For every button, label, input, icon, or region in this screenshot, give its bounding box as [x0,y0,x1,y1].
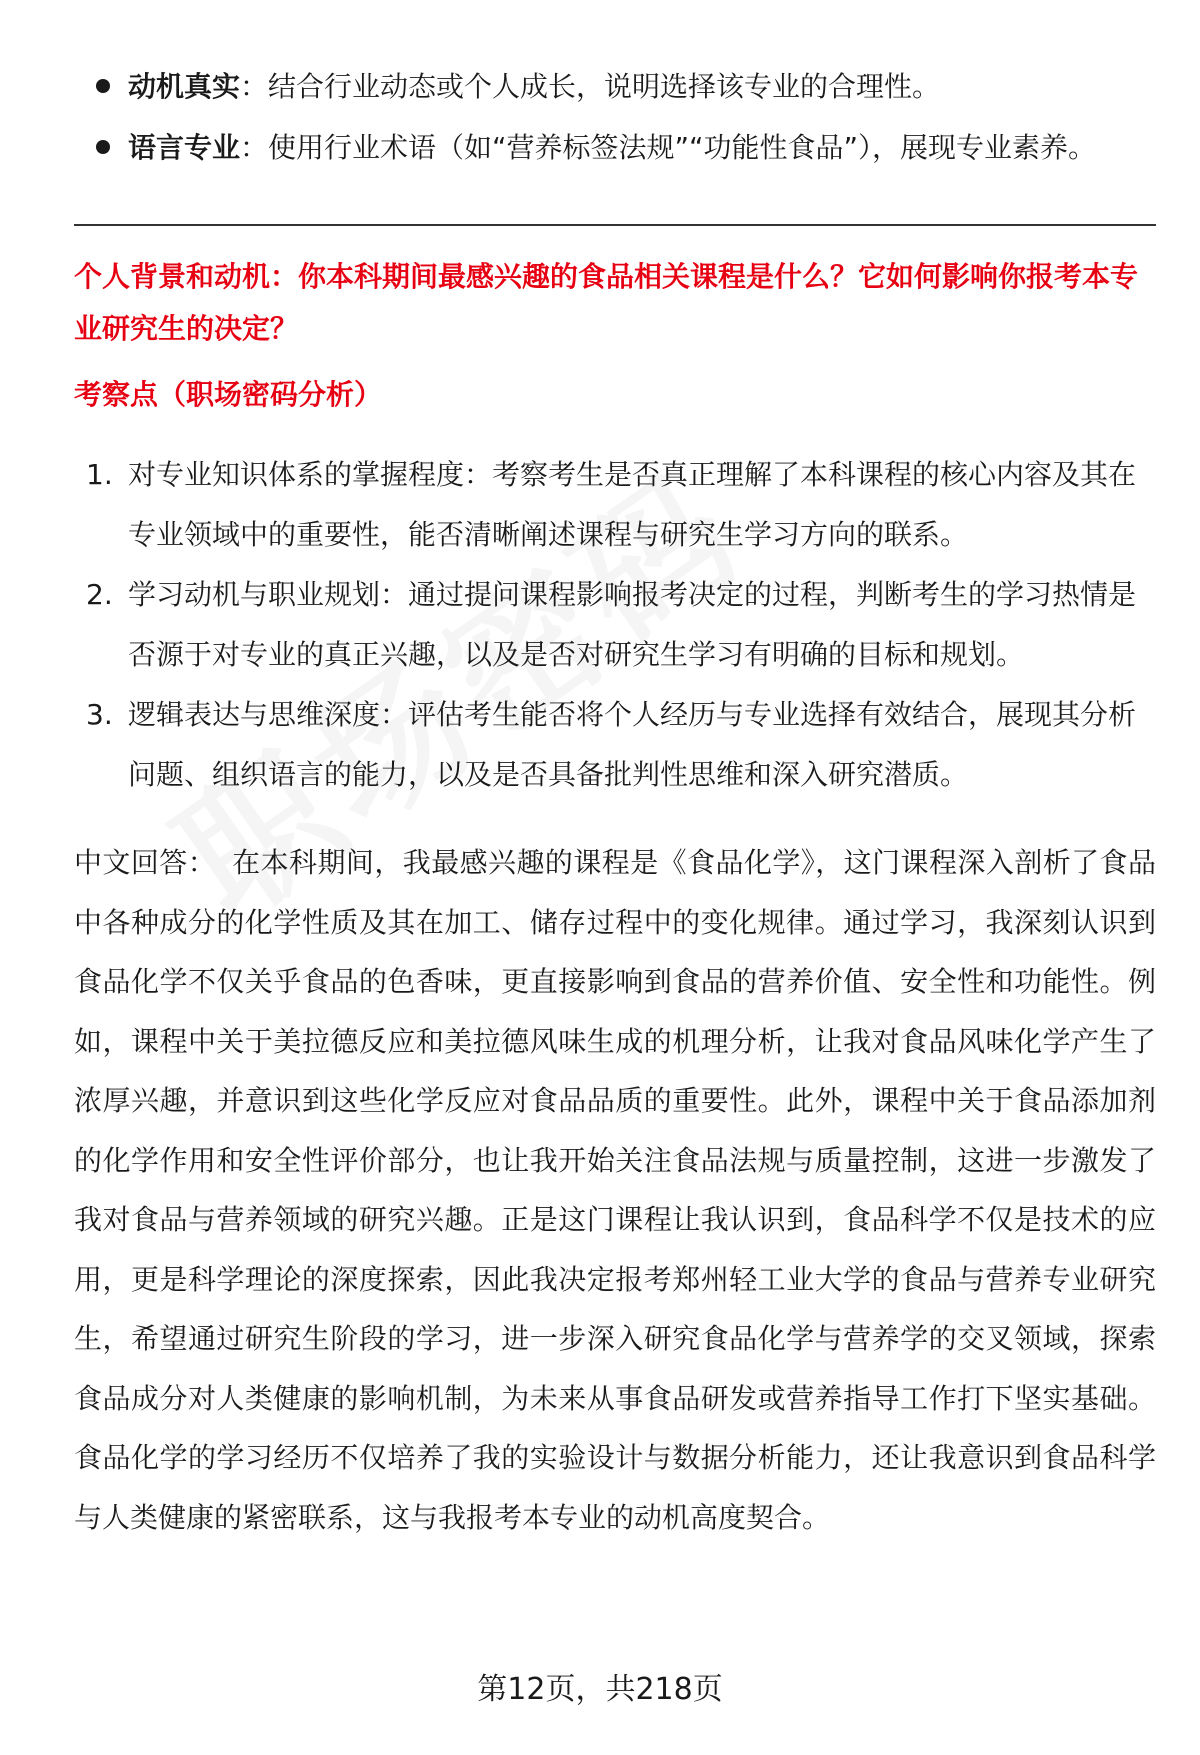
assessment-point [74,565,1156,685]
answer-paragraph [74,833,1156,1547]
page-number: 第12页，共218页 [477,1672,723,1707]
point-number: 2. [86,578,113,611]
assessment-points [74,445,1156,805]
bullet-dot-icon [96,140,110,154]
assessment-point [74,685,1156,805]
point-number: 1. [86,458,113,491]
question-heading: 个人背景和动机：你本科期间最感兴趣的食品相关课程是什么？它如何影响你报考本专业研究生的决定？ [74,260,1139,345]
bullet-text: ：结合行业动态或个人成长，说明选择该专业的合理性。 [240,70,941,103]
bullet-term: 动机真实 [128,70,241,103]
answer-label: 中文回答： [74,846,217,879]
assessment-point [74,445,1156,565]
bullet-list [74,56,1156,178]
point-text: 逻辑表达与思维深度：评估考生能否将个人经历与专业选择有效结合，展现其分析问题、组织语言的能力，以及是否具备批判性思维和深入研究潜质。 [128,698,1137,791]
section-divider [74,224,1156,226]
assessment-subheading: 考察点（职场密码分析） [74,378,383,411]
bullet-item [74,117,1156,178]
bullet-item [74,56,1156,117]
bullet-text: ：使用行业术语（如“营养标签法规”“功能性食品”），展现专业素养。 [240,131,1097,164]
document-page [74,56,1156,1547]
point-number: 3. [86,698,113,731]
point-text: 对专业知识体系的掌握程度：考察考生是否真正理解了本科课程的核心内容及其在专业领域中的重要性，能否清晰阐述课程与研究生学习方向的联系。 [128,458,1137,551]
bullet-dot-icon [96,79,110,93]
answer-text: 在本科期间，我最感兴趣的课程是《食品化学》，这门课程深入剖析了食品中各种成分的化学性质及其在加工、储存过程中的变化规律。通过学习，我深刻认识到食品化学不仅关乎食品的色香味，更直接影响到食品的营养价值、安全性和功能性。例如，课程中关于美拉德反应和美拉德风味生成的机理分析，让我对食品风味化学产生了浓厚兴趣，并意识到这些化学反应对食品品质的重要性。此外，课程中关于食品添加剂的化学作用和安全性评价部分，也让我开始关注食品法规与质量控制，这进一步激发了我对食品与营养领域的研究兴趣。正是这门课程让我认识到，食品科学不仅是技术的应用，更是科学理论的深度探索，因此我决定报考郑州轻工业大学的食品与营养专业研究生，希望通过研究生阶段的学习，进一步深入研究食品化学与营养学的交叉领域，探索食品成分对人类健康的影响机制，为未来从事食品研发或营养指导工作打下坚实基础。食品化学的学习经历不仅培养了我的实验设计与数据分析能力，还让我意识到食品科学与人类健康的紧密联系，这与我报考本专业的动机高度契合。 [74,846,1156,1534]
point-text: 学习动机与职业规划：通过提问课程影响报考决定的过程，判断考生的学习热情是否源于对专业的真正兴趣，以及是否对研究生学习有明确的目标和规划。 [128,578,1137,671]
bullet-term: 语言专业 [128,131,241,164]
